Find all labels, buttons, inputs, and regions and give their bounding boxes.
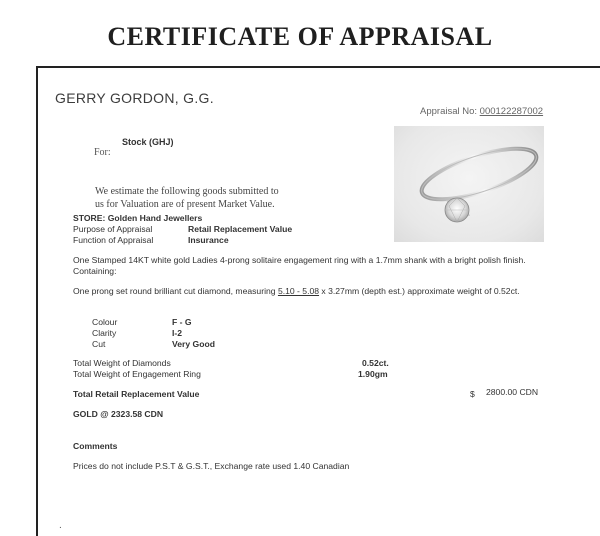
colour-value: F - G <box>172 317 192 327</box>
colour-label: Colour <box>92 317 118 327</box>
appraisal-number-label: Appraisal No: <box>420 106 478 117</box>
total-diamonds-label: Total Weight of Diamonds <box>73 358 171 368</box>
stock-code: Stock (GHJ) <box>122 137 174 147</box>
cut-value: Very Good <box>172 339 215 349</box>
diamond-description-post: x 3.27mm (depth est.) approximate weight of 0.52ct. <box>319 286 520 296</box>
appraisal-number <box>420 106 543 117</box>
store-name: STORE: Golden Hand Jewellers <box>73 213 203 223</box>
purpose-label: Purpose of Appraisal <box>73 224 153 234</box>
appraisal-number-value: 000122287002 <box>479 106 544 117</box>
gold-price: GOLD @ 2323.58 CDN <box>73 409 164 419</box>
clarity-value: I-2 <box>172 328 183 338</box>
estimate-line-1: We estimate the following goods submitted to <box>95 186 279 197</box>
ring-image-icon <box>394 126 544 242</box>
currency-symbol: $ <box>470 389 475 399</box>
total-ring-value: 1.90gm <box>358 369 388 379</box>
comments-heading: Comments <box>73 441 118 451</box>
footer-mark: . <box>59 520 62 531</box>
total-diamonds-value: 0.52ct. <box>362 358 389 368</box>
ring-description: One Stamped 14KT white gold Ladies 4-prong solitaire engagement ring with a 1.7mm shank with a bright polish finish. Containing: <box>73 255 526 276</box>
total-value: 2800.00 CDN <box>486 387 539 397</box>
frame-top-border <box>36 66 600 68</box>
function-label: Function of Appraisal <box>73 235 154 245</box>
clarity-label: Clarity <box>92 328 117 338</box>
comments-text: Prices do not include P.S.T & G.S.T., Exchange rate used 1.40 Canadian <box>73 461 350 471</box>
for-label: For: <box>94 147 111 158</box>
purpose-value: Retail Replacement Value <box>188 224 293 234</box>
total-value-label: Total Retail Replacement Value <box>73 389 200 399</box>
frame-left-border <box>36 66 38 536</box>
diamond-measurement: 5.10 - 5.08 <box>277 286 320 296</box>
certificate-title: CERTIFICATE OF APPRAISAL <box>107 22 493 51</box>
diamond-description-pre: One prong set round brilliant cut diamond, measuring <box>73 286 278 296</box>
function-value: Insurance <box>188 235 229 245</box>
appraiser-name: GERRY GORDON, G.G. <box>55 90 214 106</box>
total-ring-label: Total Weight of Engagement Ring <box>73 369 201 379</box>
estimate-statement <box>95 185 279 211</box>
ring-photo <box>394 126 544 242</box>
diamond-description <box>73 286 543 297</box>
cut-label: Cut <box>92 339 106 349</box>
estimate-line-2: us for Valuation are of present Market Value. <box>95 199 275 210</box>
